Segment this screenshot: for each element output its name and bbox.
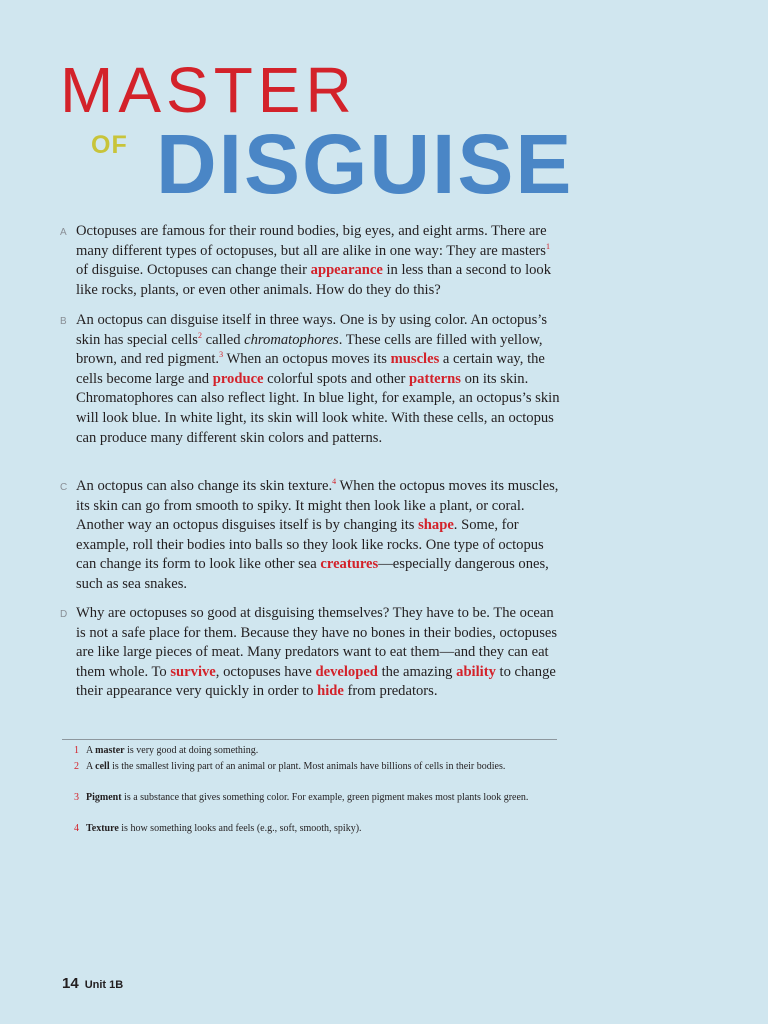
- footnote-number: 3: [74, 792, 79, 803]
- footnote-divider: [62, 739, 557, 740]
- vocab-word: survive: [170, 663, 216, 680]
- title-of: OF: [91, 131, 128, 159]
- footnote-ref: 3: [219, 350, 224, 360]
- paragraph-letter: B: [60, 316, 67, 327]
- paragraph-letter: D: [60, 609, 68, 620]
- vocab-word: muscles: [390, 351, 440, 368]
- footnote-number: 1: [74, 745, 79, 756]
- vocab-word: shape: [418, 517, 454, 534]
- paragraph-letter: A: [60, 227, 67, 238]
- footnote-number: 2: [74, 761, 79, 772]
- footnote-ref: 4: [332, 477, 337, 487]
- unit-label: Unit 1B: [84, 979, 124, 991]
- footnote-number: 4: [74, 823, 79, 834]
- footnote-ref: 2: [198, 330, 202, 340]
- paragraph-letter: C: [60, 482, 68, 493]
- vocab-word: patterns: [409, 370, 461, 387]
- footnote-term: cell: [95, 761, 110, 772]
- page-number: 14: [62, 975, 79, 992]
- title-disguise: DISGUISE: [156, 117, 574, 211]
- footnote-4: 4 Texture is how something looks and feels (e.g., soft, smooth, spiky).: [74, 823, 362, 834]
- footnote-term: Texture: [86, 823, 119, 834]
- vocab-word: creatures: [320, 556, 379, 573]
- footnote-3: 3 Pigment is a substance that gives something color. For example, green pigment makes most plants look green.: [74, 792, 529, 803]
- vocab-word: hide: [317, 683, 344, 700]
- title-master: MASTER: [60, 54, 357, 126]
- paragraph-c: C An octopus can also change its skin texture.$^4$ When the octopus moves its muscles, its skin can go from smooth to spiky. It might then look like a plant, or coral. Another way an octopus disguises itself is by changing its shape. Some, for example, roll their bodies into balls so they look like rocks. One type of octopus can change its form to look like other sea creatures—especially dangerous ones, such as sea snakes.: [60, 477, 559, 592]
- footnote-term: Pigment: [86, 792, 122, 803]
- paragraph-a: A Octopuses are famous for their round bodies, big eyes, and eight arms. There are many different types of octopuses, but all are alike in one way: They are masters$^1$ of disguise. Octopuses can change their appearance in less than a second to look like rocks, plants, or even other animals. How do they do this?: [60, 223, 552, 298]
- paragraph-b: B An octopus can disguise itself in three ways. One is by using color. An octopus’s skin has special cells$^2$ called chromatophores. These cells are filled with yellow, brown, and red pigment.$^3$ When an octopus moves its muscles a certain way, the cells become large and produce colorful spots and other patterns on its skin. Chromatophores can also reflect light. In blue light, for example, an octopus’s skin will look blue. In white light, its skin will look white. With these cells, an octopus can produce many different skin colors and patterns.: [60, 312, 560, 446]
- vocab-word: ability: [456, 663, 496, 680]
- vocab-word: appearance: [310, 262, 383, 279]
- page-footer: [62, 975, 123, 993]
- paragraph-d: D Why are octopuses so good at disguising themselves? They have to be. The ocean is not a safe place for them. Because they have no bones in their bodies, octopuses are like large pieces of meat. Many predators want to eat them—and they can eat them whole. To survive, octopuses have developed the amazing ability to change their appearance very quickly in order to hide from predators.: [60, 605, 558, 700]
- vocab-word: developed: [315, 663, 378, 680]
- footnote-2: 2 A cell is the smallest living part of an animal or plant. Most animals have billions of cells in their bodies.: [74, 761, 506, 772]
- vocab-word: produce: [212, 370, 264, 387]
- footnote-1: 1 A master is very good at doing something.: [74, 745, 259, 756]
- footnote-term: master: [95, 745, 125, 756]
- footnote-ref: 1: [545, 241, 550, 251]
